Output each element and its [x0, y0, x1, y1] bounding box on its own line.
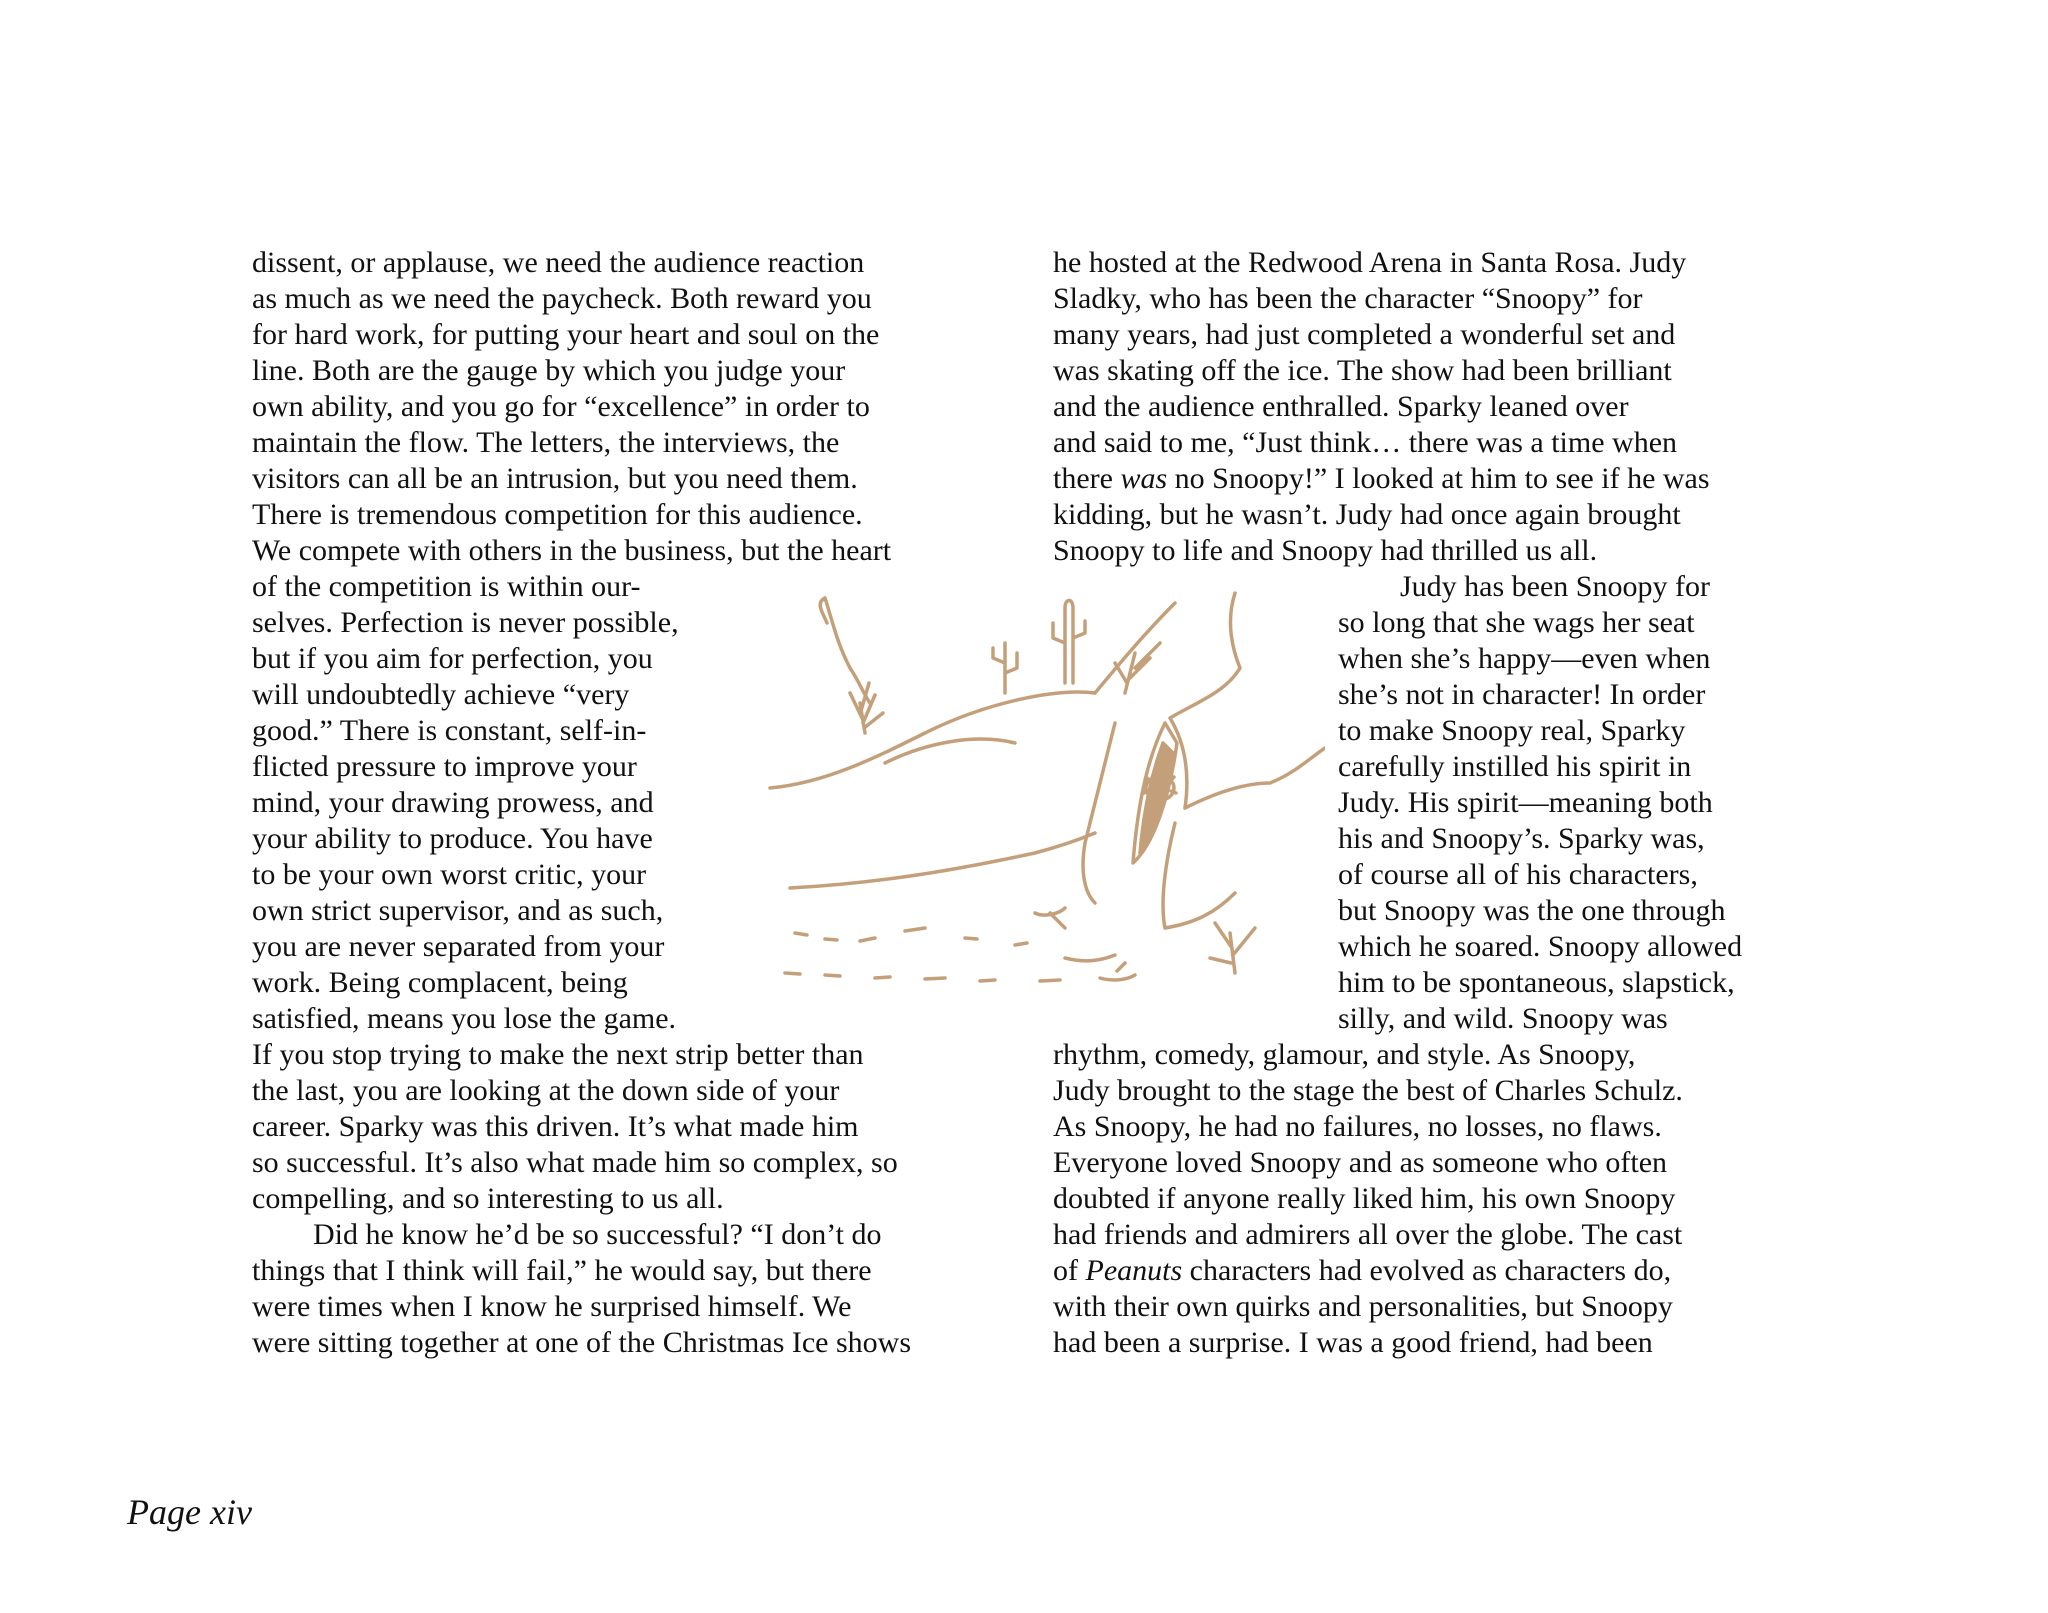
body-text-line: so long that she wags her seat [1338, 606, 1695, 639]
body-text-line: visitors can all be an intrusion, but you need them. [252, 462, 858, 495]
italic-word: was [1120, 462, 1168, 495]
text-segment: no Snoopy!” I looked at him to see if he was [1167, 462, 1710, 495]
body-text-line: but Snoopy was the one through [1338, 894, 1726, 927]
body-text-line: will undoubtedly achieve “very [252, 678, 630, 711]
body-text-line: of the competition is within our- [252, 570, 641, 603]
ridge-shrub-icon [1115, 643, 1160, 693]
body-text-line: maintain the flow. The letters, the interviews, the [252, 426, 840, 459]
body-text-line: Snoopy to life and Snoopy had thrilled us all. [1053, 534, 1598, 567]
body-text-line: dissent, or applause, we need the audience reaction [252, 246, 865, 279]
text-segment: there [1053, 462, 1121, 495]
body-text-line: line. Both are the gauge by which you judge your [252, 354, 846, 387]
pebbles [1035, 908, 1065, 928]
ground-dash [785, 973, 1060, 981]
body-text-line: Did he know he’d be so successful? “I don’t do [313, 1218, 882, 1251]
body-text-line: when she’s happy—even when [1338, 642, 1711, 675]
body-text-line [1053, 461, 1710, 497]
left-ground-line [790, 833, 1095, 888]
body-text-line: Judy has been Snoopy for [1400, 570, 1710, 603]
right-shrub-icon [1210, 923, 1255, 973]
body-text-line: work. Being complacent, being [252, 966, 628, 999]
body-text-line: flicted pressure to improve your [252, 750, 637, 783]
back-dune-outline [770, 692, 1095, 788]
foreground-slope [1163, 823, 1235, 928]
body-text-line [1053, 1253, 1671, 1289]
body-text-line: Everyone loved Snoopy and as someone who often [1053, 1146, 1668, 1179]
body-text-line: silly, and wild. Snoopy was [1338, 1002, 1668, 1035]
left-cliff-outline [825, 598, 870, 703]
body-text-line: We compete with others in the business, but the heart [252, 534, 892, 567]
body-text-line: career. Sparky was this driven. It’s what made him [252, 1110, 859, 1143]
body-text-line: good.” There is constant, self-in- [252, 714, 647, 747]
body-text-line: doubted if anyone really liked him, his own Snoopy [1053, 1182, 1676, 1215]
desert-canyon-sketch-illustration [765, 583, 1325, 983]
body-text-line: which he soared. Snoopy allowed [1338, 930, 1743, 963]
body-text-line: Judy. His spirit—meaning both [1338, 786, 1713, 819]
body-text-line: had been a surprise. I was a good friend, had been [1053, 1326, 1653, 1359]
body-text-line: Judy brought to the stage the best of Charles Schulz. [1053, 1074, 1683, 1107]
body-text-line: had friends and admirers all over the globe. The cast [1053, 1218, 1683, 1251]
body-text-line: so successful. It’s also what made him so complex, so [252, 1146, 898, 1179]
body-text-line: of course all of his characters, [1338, 858, 1698, 891]
body-text-line: was skating off the ice. The show had been brilliant [1053, 354, 1672, 387]
body-text-line: your ability to produce. You have [252, 822, 653, 855]
body-text-line: were sitting together at one of the Christmas Ice shows [252, 1326, 912, 1359]
italic-word: Peanuts [1085, 1254, 1183, 1287]
body-text-line: There is tremendous competition for this audience. [252, 498, 863, 531]
body-text-line: Sladky, who has been the character “Snoopy” for [1053, 282, 1643, 315]
body-text-line: many years, had just completed a wonderful set and [1053, 318, 1676, 351]
left-shrub-icon [850, 683, 883, 733]
body-text-line: but if you aim for perfection, you [252, 642, 653, 675]
body-text-line: and said to me, “Just think… there was a time when [1053, 426, 1678, 459]
body-text-line: own strict supervisor, and as such, [252, 894, 664, 927]
tall-cactus-icon [1053, 601, 1085, 684]
ground-dash [1100, 963, 1135, 980]
body-text-line: compelling, and so interesting to us all. [252, 1182, 724, 1215]
body-text-line: as much as we need the paycheck. Both reward you [252, 282, 872, 315]
body-text-line: for hard work, for putting your heart and soul on the [252, 318, 880, 351]
text-segment: of [1053, 1254, 1086, 1287]
right-ledge-outline [1185, 748, 1325, 808]
body-text-line: things that I think will fail,” he would say, but there [252, 1254, 872, 1287]
small-cactus-icon [993, 643, 1017, 693]
body-text-line: to make Snoopy real, Sparky [1338, 714, 1686, 747]
body-text-line: she’s not in character! In order [1338, 678, 1706, 711]
body-text-line: As Snoopy, he had no failures, no losses, no flaws. [1053, 1110, 1662, 1143]
ground-dash [795, 928, 1027, 945]
body-text-line: If you stop trying to make the next strip better than [252, 1038, 864, 1071]
body-text-line: to be your own worst critic, your [252, 858, 647, 891]
body-text-line: own ability, and you go for “excellence” in order to [252, 390, 870, 423]
body-text-line: were times when I know he surprised himself. We [252, 1290, 852, 1323]
body-text-line: him to be spontaneous, slapstick, [1338, 966, 1735, 999]
body-text-line: mind, your drawing prowess, and [252, 786, 654, 819]
body-text-line: the last, you are looking at the down side of your [252, 1074, 840, 1107]
text-segment: characters had evolved as characters do, [1182, 1254, 1672, 1287]
body-text-line: rhythm, comedy, glamour, and style. As Snoopy, [1053, 1038, 1636, 1071]
page-number: Page xiv [127, 1492, 252, 1532]
body-text-line: selves. Perfection is never possible, [252, 606, 679, 639]
body-text-line: carefully instilled his spirit in [1338, 750, 1692, 783]
body-text-line: kidding, but he wasn’t. Judy had once again brought [1053, 498, 1681, 531]
body-text-line: his and Snoopy’s. Sparky was, [1338, 822, 1705, 855]
ground-dash [1065, 955, 1115, 961]
body-text-line: you are never separated from your [252, 930, 665, 963]
body-text-line: with their own quirks and personalities, but Snoopy [1053, 1290, 1673, 1323]
right-cliff-outline [1170, 593, 1240, 808]
body-text-line: he hosted at the Redwood Arena in Santa Rosa. Judy [1053, 246, 1687, 279]
body-text-line: satisfied, means you lose the game. [252, 1002, 677, 1035]
body-text-line: and the audience enthralled. Sparky leaned over [1053, 390, 1629, 423]
